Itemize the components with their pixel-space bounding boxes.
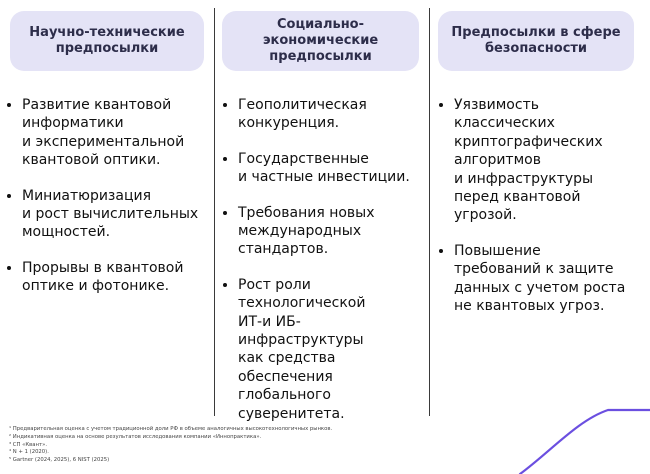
footnote: ⁴ N + 1 (2020).: [9, 449, 49, 456]
list-item: • Уязвимость классических криптографических алгоритмов и инфраструктуры перед квантовой угрозой.: [454, 96, 650, 225]
list-item: • Миниатюризация и рост вычислительных мощностей.: [22, 187, 222, 242]
list-item: • Рост роли технологической ИТ-и ИБ- инфраструктуры как средства обеспечения глобального суверенитета.: [238, 276, 438, 423]
column-header-scientific-label: Научно-технические предпосылки: [29, 25, 185, 56]
list-item: • Требования новых международных стандартов.: [238, 204, 438, 259]
swoosh-curve: [520, 410, 650, 474]
list-item: • Повышение требований к защите данных с учетом роста не квантовых угроз.: [454, 242, 650, 316]
footnote: ² Индикативная оценка на основе результатов исследования компании «Иннопрактика».: [9, 433, 262, 440]
footnote: ³ СП «Квант».: [9, 441, 48, 448]
footnote: ⁵ Gartner (2024, 2025), 6 NIST (2025): [9, 457, 110, 464]
column-header-security-label: Предпосылки в сфере безопасности: [451, 25, 621, 56]
list-item: • Геополитическая конкуренция.: [238, 96, 438, 133]
list-item: • Прорывы в квантовой оптике и фотонике.: [22, 259, 222, 296]
column-header-socioeconomic-label: Социально-экономические предпосылки: [262, 17, 379, 64]
list-item: • Развитие квантовой информатики и экспериментальной квантовой оптики.: [22, 96, 222, 170]
footnote: ¹ Предварительная оценка с учетом традиционной доли РФ в объеме аналогичных высокотехнологичных рынков.: [9, 426, 333, 432]
list-item: • Государственные и частные инвестиции.: [238, 150, 438, 187]
